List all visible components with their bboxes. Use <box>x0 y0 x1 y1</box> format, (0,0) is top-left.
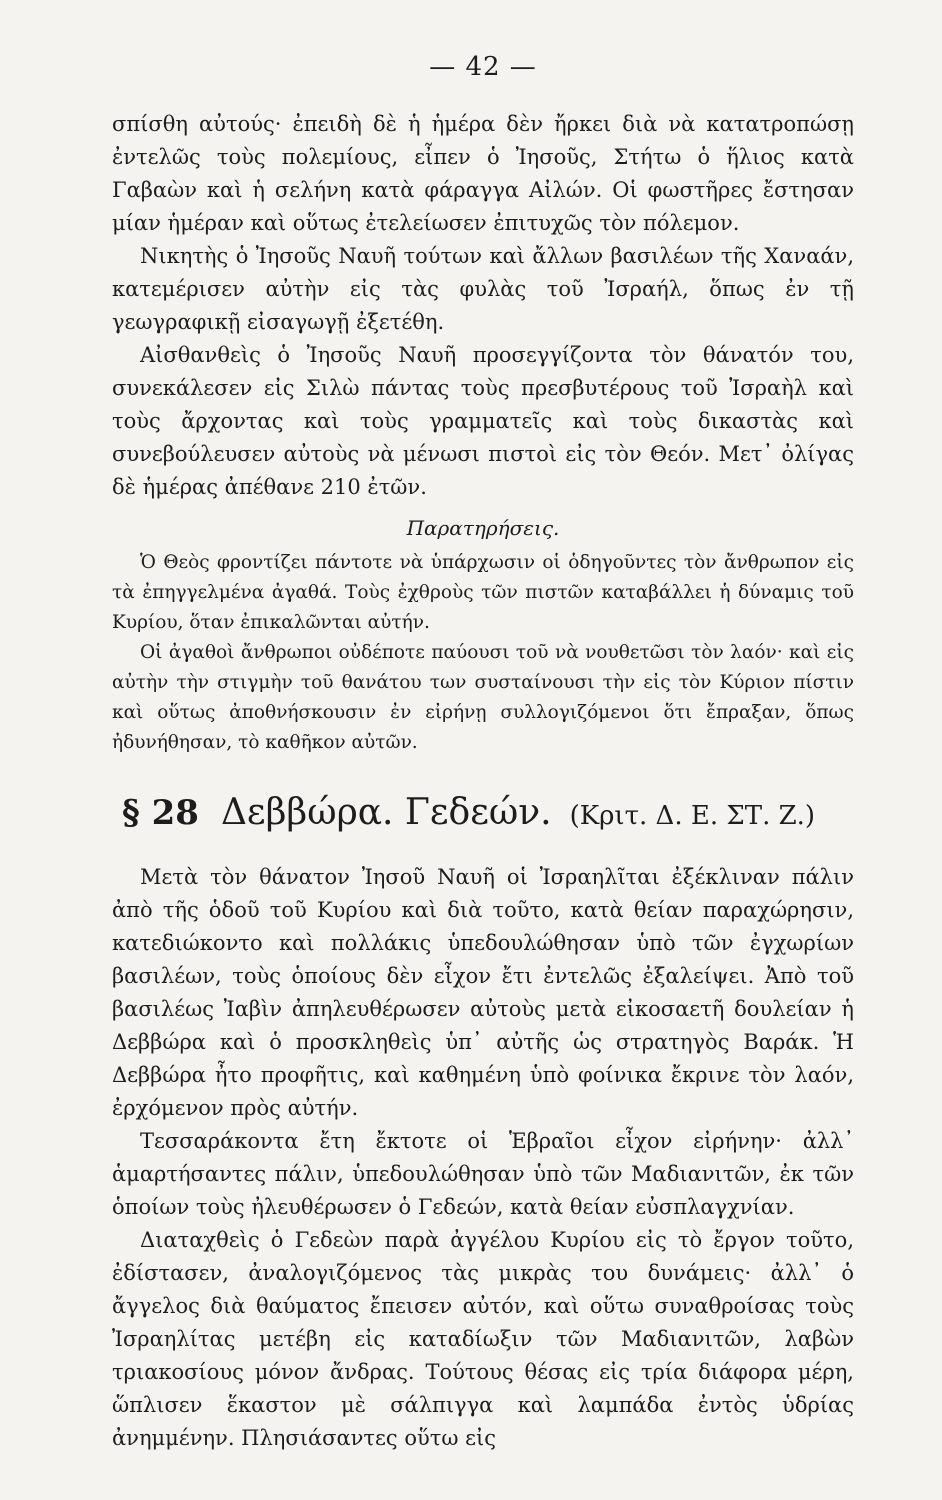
paragraph-continuation: σπίσθη αὐτούς· ἐπειδὴ δὲ ἡ ἡμέρα δὲν ἤρκει διὰ νὰ κατατροπώσῃ ἐντελῶς τοὺς πολεμίους, εἶπεν ὁ Ἰησοῦς, Στήτω ὁ ἥλιος κατὰ Γαβαὼν καὶ ἡ σελήνη κατὰ φάραγγα Αἰλών. Οἱ φωστῆρες ἔστησαν μίαν ἡμέραν καὶ οὕτως ἐτελείωσεν ἐπιτυχῶς τὸν πόλεμον. <box>112 112 854 235</box>
section-title: Δεββώρα. Γεδεών. <box>220 792 552 833</box>
paragraph-death-of-joshua: Αἰσθανθεὶς ὁ Ἰησοῦς Ναυῆ προσεγγίζοντα τὸν θάνατόν του, συνεκάλεσεν εἰς Σιλὼ πάντας τοὺς πρεσβυτέρους τοῦ Ἰσραὴλ καὶ τοὺς ἄρχοντας καὶ τοὺς γραμματεῖς καὶ τοὺς δικαστὰς καὶ συνεβούλευσεν αὐτοὺς νὰ μένωσι πιστοὶ εἰς τὸν Θεόν. Μετ᾽ ὀλίγας δὲ ἡμέρας ἀπέθανε 210 ἐτῶν. <box>112 343 854 499</box>
paragraph-gideon: Διαταχθεὶς ὁ Γεδεὼν παρὰ ἀγγέλου Κυρίου εἰς τὸ ἔργον τοῦτο, ἐδίστασεν, ἀναλογιζόμενος τὰς μικρὰς του δυνάμεις· ἀλλ᾽ ὁ ἄγγελος διὰ θαύματος ἔπεισεν αὐτόν, καὶ οὕτω συναθροίσας τοὺς Ἰσραηλίτας μετέβη εἰς καταδίωξιν τῶν Μαδιανιτῶν, λαβὼν τριακοσίους μόνον ἄνδρας. Τούτους θέσας εἰς τρία διάφορα μέρη, ὥπλισεν ἕκαστον μὲ σάλπιγγα καὶ λαμπάδα ἐντὸς ὑδρίας ἀνημμένην. Πλησιάσαντες οὕτω εἰς <box>112 1228 854 1450</box>
section-heading <box>122 792 854 833</box>
paragraph-conquest: Νικητὴς ὁ Ἰησοῦς Ναυῆ τούτων καὶ ἄλλων βασιλέων τῆς Χαναάν, κατεμέρισεν αὐτὴν εἰς τὰς φυλὰς τοῦ Ἰσραήλ, ὅπως ἐν τῇ γεωγραφικῇ εἰσαγωγῇ ἐξετέθη. <box>112 244 854 334</box>
remark-paragraph: Ὁ Θεὸς φροντίζει πάντοτε νὰ ὑπάρχωσιν οἱ ὁδηγοῦντες τὸν ἄνθρωπον εἰς τὰ ἐπηγγελμένα ἀγαθά. Τοὺς ἐχθροὺς τῶν πιστῶν καταβάλλει ἡ δύναμις τοῦ Κυρίου, ὅταν ἐπικαλῶνται αὐτήν. <box>112 552 854 633</box>
remark-paragraph: Οἱ ἀγαθοὶ ἄνθρωποι οὐδέποτε παύουσι τοῦ νὰ νουθετῶσι τὸν λαόν· καὶ εἰς αὐτὴν τὴν στιγμὴν τοῦ θανάτου των συσταίνουσι τὴν εἰς τὸν Κύριον πίστιν καὶ οὕτως ἀποθνήσκουσιν ἐν εἰρήνῃ συλλογιζόμενοι ὅτι ἔπραξαν, ὅπως ἠδυνήθησαν, τὸ καθῆκον αὐτῶν. <box>112 642 854 753</box>
remarks-heading: Παρατηρήσεις. <box>406 516 560 540</box>
paragraph-deborah: Μετὰ τὸν θάνατον Ἰησοῦ Ναυῆ οἱ Ἰσραηλῖται ἐξέκλιναν πάλιν ἀπὸ τῆς ὁδοῦ τοῦ Κυρίου καὶ διὰ τοῦτο, κατὰ θείαν παραχώρησιν, κατεδιώκοντο καὶ πολλάκις ὑπεδουλώθησαν ὑπὸ τῶν ἐγχωρίων βασιλέων, τοὺς ὁποίους δὲν εἶχον ἔτι ἐντελῶς ἐξαλείψει. Ἀπὸ τοῦ βασιλέως Ἰαβὶν ἀπηλευθέρωσεν αὐτοὺς μετὰ εἰκοσαετῆ δουλείαν ἡ Δεββώρα καὶ ὁ προσκληθεὶς ὑπ᾽ αὐτῆς ὡς στρατηγὸς Βαράκ. Ἡ Δεββώρα ἦτο προφῆτις, καὶ καθημένη ὑπὸ φοίνικα ἔκρινε τὸν λαόν, ἐρχόμενον πρὸς αὐτήν. <box>112 865 854 1120</box>
page-number: — 42 — <box>429 52 537 82</box>
section-number: § 28 <box>122 793 199 833</box>
paragraph-midianites: Τεσσαράκοντα ἔτη ἔκτοτε οἱ Ἑβραῖοι εἶχον εἰρήνην· ἀλλ᾽ ἁμαρτήσαντες πάλιν, ὑπεδουλώθησαν ὑπὸ τῶν Μαδιανιτῶν, ἐκ τῶν ὁποίων τοὺς ἠλευθέρωσεν ὁ Γεδεών, κατὰ θείαν εὐσπλαγχνίαν. <box>112 1129 854 1219</box>
section-reference: (Κριτ. Δ. Ε. ΣΤ. Ζ.) <box>569 801 816 831</box>
